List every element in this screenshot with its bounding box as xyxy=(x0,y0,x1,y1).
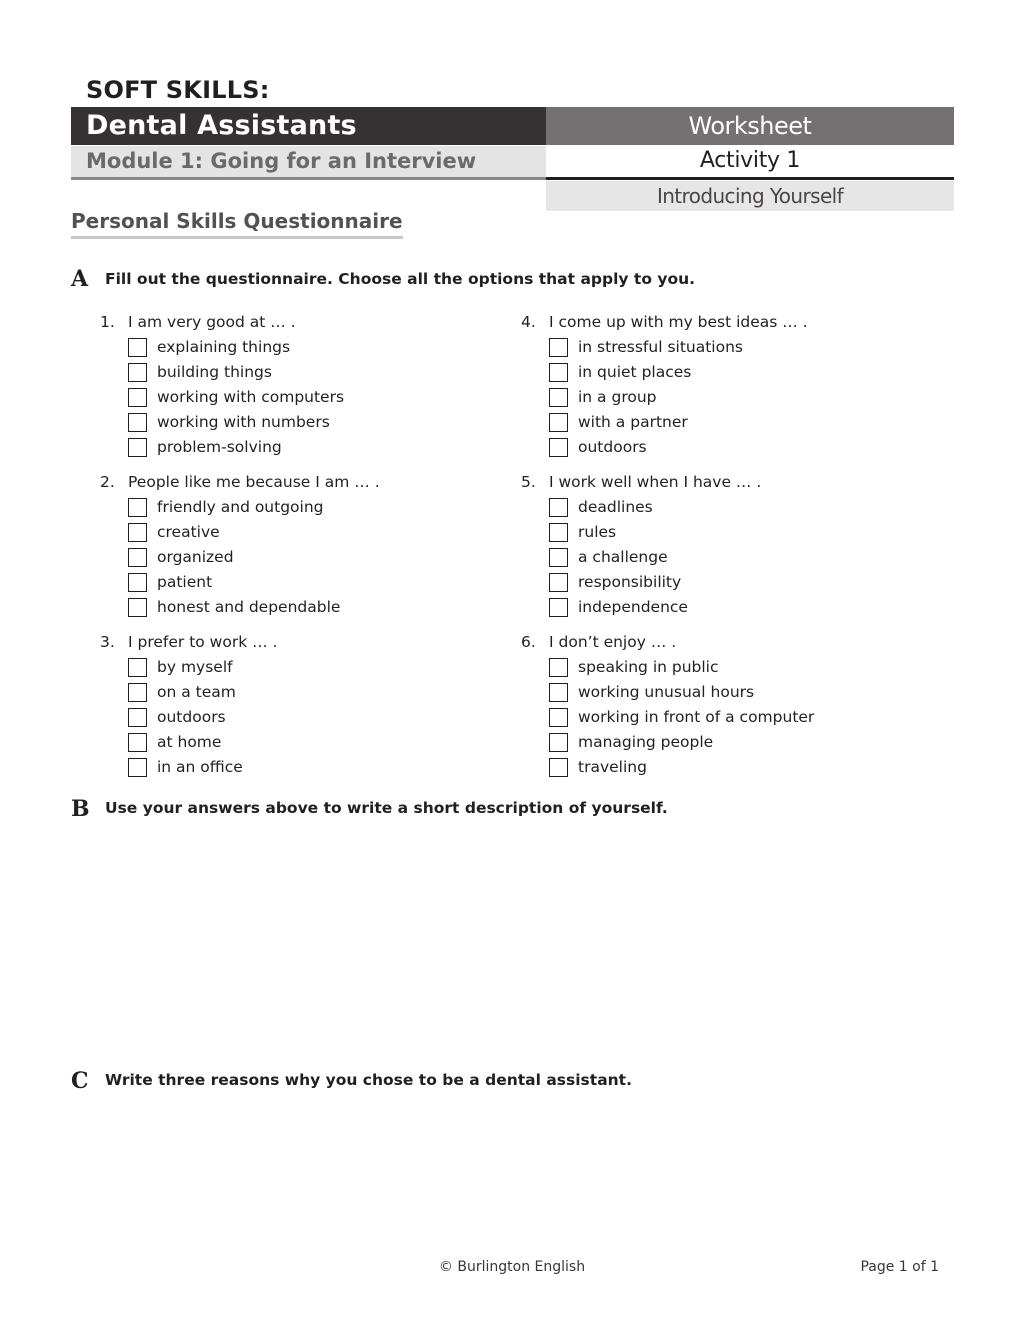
option-label: independence xyxy=(578,598,688,616)
course-title: Dental Assistants xyxy=(86,110,357,141)
checkbox[interactable] xyxy=(128,683,147,702)
checkbox[interactable] xyxy=(549,683,568,702)
option-label: in an office xyxy=(157,758,243,776)
activity-row xyxy=(546,146,954,180)
option-label: traveling xyxy=(578,758,647,776)
checkbox[interactable] xyxy=(128,498,147,517)
option-label: patient xyxy=(157,573,213,591)
option-label: rules xyxy=(578,523,617,541)
checkbox[interactable] xyxy=(128,598,147,617)
section-title: Personal Skills Questionnaire xyxy=(71,209,403,239)
question-prompt: People like me because I am … . xyxy=(128,473,380,491)
checkbox[interactable] xyxy=(549,523,568,542)
option-label: outdoors xyxy=(578,438,647,456)
page-number: Page 1 of 1 xyxy=(860,1259,939,1275)
question-number: 4. xyxy=(521,313,536,331)
option-label: working with numbers xyxy=(157,413,330,431)
module-label: Module 1: Going for an Interview xyxy=(86,149,477,173)
question-number: 2. xyxy=(100,473,115,491)
part-b-letter: B xyxy=(71,796,90,822)
option-label: at home xyxy=(157,733,222,751)
option-label: organized xyxy=(157,548,234,566)
checkbox[interactable] xyxy=(128,523,147,542)
option-label: in quiet places xyxy=(578,363,692,381)
question-prompt: I am very good at … . xyxy=(128,313,296,331)
part-a-letter: A xyxy=(71,266,89,292)
doc-type-band xyxy=(546,107,954,145)
option-label: honest and dependable xyxy=(157,598,341,616)
checkbox[interactable] xyxy=(128,413,147,432)
question-number: 5. xyxy=(521,473,536,491)
question-number: 3. xyxy=(100,633,115,651)
question-prompt: I come up with my best ideas … . xyxy=(549,313,808,331)
checkbox[interactable] xyxy=(549,758,568,777)
option-label: responsibility xyxy=(578,573,682,591)
checkbox[interactable] xyxy=(128,548,147,567)
checkbox[interactable] xyxy=(128,438,147,457)
checkbox[interactable] xyxy=(128,658,147,677)
question-prompt: I don’t enjoy … . xyxy=(549,633,677,651)
checkbox[interactable] xyxy=(549,338,568,357)
checkbox[interactable] xyxy=(549,498,568,517)
title-band xyxy=(71,107,546,145)
question-prompt: I work well when I have … . xyxy=(549,473,762,491)
part-a-instruction: Fill out the questionnaire. Choose all the options that apply to you. xyxy=(105,270,696,288)
checkbox[interactable] xyxy=(549,573,568,592)
part-c-letter: C xyxy=(71,1068,89,1094)
checkbox[interactable] xyxy=(549,658,568,677)
option-label: building things xyxy=(157,363,272,381)
activity-title-row xyxy=(546,181,954,211)
series-kicker: SOFT SKILLS: xyxy=(86,76,270,104)
module-row xyxy=(71,146,546,180)
option-label: working unusual hours xyxy=(578,683,755,701)
checkbox[interactable] xyxy=(549,438,568,457)
checkbox[interactable] xyxy=(128,363,147,382)
question-number: 6. xyxy=(521,633,536,651)
checkbox[interactable] xyxy=(128,708,147,727)
option-label: creative xyxy=(157,523,220,541)
option-label: speaking in public xyxy=(578,658,719,676)
checkbox[interactable] xyxy=(128,733,147,752)
option-label: working in front of a computer xyxy=(578,708,815,726)
part-b-instruction: Use your answers above to write a short description of yourself. xyxy=(105,799,668,817)
checkbox[interactable] xyxy=(549,708,568,727)
option-label: managing people xyxy=(578,733,714,751)
question-prompt: I prefer to work … . xyxy=(128,633,278,651)
checkbox[interactable] xyxy=(128,573,147,592)
option-label: working with computers xyxy=(157,388,345,406)
copyright-notice: © Burlington English xyxy=(438,1259,586,1275)
checkbox[interactable] xyxy=(549,363,568,382)
option-label: explaining things xyxy=(157,338,291,356)
doc-type-label: Worksheet xyxy=(688,112,812,140)
part-c-instruction: Write three reasons why you chose to be a dental assistant. xyxy=(105,1071,632,1089)
option-label: in stressful situations xyxy=(578,338,743,356)
activity-title: Introducing Yourself xyxy=(656,184,844,208)
option-label: a challenge xyxy=(578,548,668,566)
option-label: on a team xyxy=(157,683,236,701)
option-label: with a partner xyxy=(578,413,688,431)
checkbox[interactable] xyxy=(128,388,147,407)
activity-label: Activity 1 xyxy=(699,148,801,173)
question-number: 1. xyxy=(100,313,115,331)
option-label: in a group xyxy=(578,388,657,406)
option-label: outdoors xyxy=(157,708,226,726)
option-label: by myself xyxy=(157,658,233,676)
checkbox[interactable] xyxy=(128,758,147,777)
checkbox[interactable] xyxy=(128,338,147,357)
option-label: deadlines xyxy=(578,498,653,516)
checkbox[interactable] xyxy=(549,413,568,432)
checkbox[interactable] xyxy=(549,733,568,752)
option-label: problem-solving xyxy=(157,438,282,456)
checkbox[interactable] xyxy=(549,598,568,617)
option-label: friendly and outgoing xyxy=(157,498,324,516)
checkbox[interactable] xyxy=(549,548,568,567)
checkbox[interactable] xyxy=(549,388,568,407)
